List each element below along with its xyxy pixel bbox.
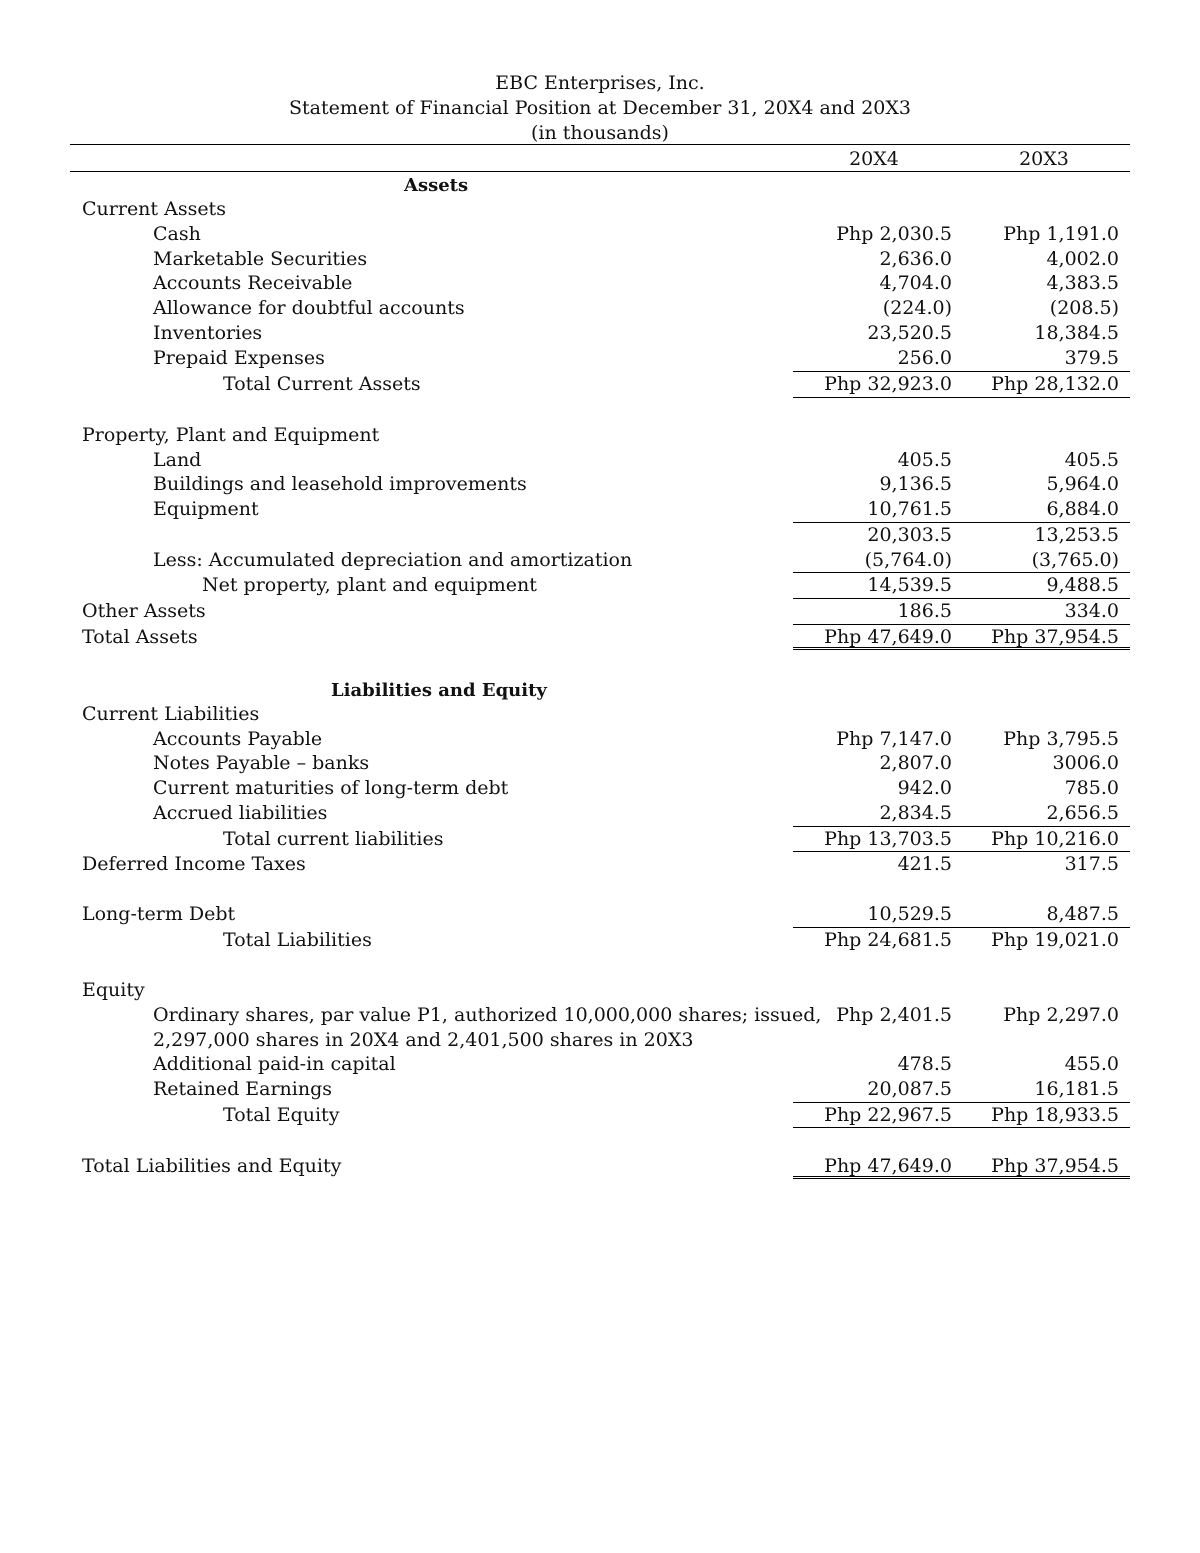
- value-20x4: 2,636.0: [879, 248, 952, 270]
- row-label: Marketable Securities: [153, 248, 368, 270]
- double-underline: [959, 647, 1130, 650]
- value-20x3: 16,181.5: [1034, 1078, 1119, 1100]
- row-label: Net property, plant and equipment: [202, 574, 537, 596]
- value-20x4: 256.0: [897, 347, 952, 369]
- row-label: Total Current Assets: [223, 373, 421, 395]
- row-label: Land: [153, 449, 202, 471]
- value-20x4: Php 2,401.5: [836, 1004, 952, 1026]
- value-20x3: 5,964.0: [1046, 473, 1119, 495]
- table-row: [0, 1052, 1200, 1077]
- statement-title: Statement of Financial Position at December 31, 20X4 and 20X3: [288, 97, 912, 119]
- equity-heading: Equity: [82, 979, 145, 1001]
- value-20x3: 4,383.5: [1046, 272, 1119, 294]
- double-underline: [959, 1176, 1130, 1179]
- value-20x4: 10,761.5: [867, 498, 952, 520]
- row-label: Accrued liabilities: [153, 802, 328, 824]
- value-20x4: Php 22,967.5: [824, 1104, 952, 1126]
- value-20x3: 9,488.5: [1046, 574, 1119, 596]
- subtotal-row: [0, 523, 1200, 548]
- row-label: Cash: [153, 223, 201, 245]
- value-20x3: 405.5: [1064, 449, 1119, 471]
- total-row: [0, 827, 1200, 852]
- table-row: [0, 1003, 1200, 1028]
- underline: [793, 397, 959, 398]
- row-label: Total Liabilities: [223, 929, 372, 951]
- row-label: 2,297,000 shares in 20X4 and 2,401,500 shares in 20X3: [153, 1029, 694, 1051]
- table-row: [0, 222, 1200, 247]
- value-20x4: 23,520.5: [867, 322, 952, 344]
- value-20x3: 334.0: [1064, 600, 1119, 622]
- table-row: [0, 472, 1200, 497]
- value-20x4: Php 47,649.0: [824, 626, 952, 648]
- assets-heading-row: [0, 173, 1200, 198]
- equity-heading-row: [0, 978, 1200, 1003]
- value-20x3: 2,656.5: [1046, 802, 1119, 824]
- table-row: [0, 751, 1200, 776]
- value-20x3: 8,487.5: [1046, 903, 1119, 925]
- total-row: [0, 928, 1200, 953]
- table-row: [0, 346, 1200, 371]
- current-assets-heading-row: [0, 197, 1200, 222]
- row-label: Less: Accumulated depreciation and amortization: [153, 549, 633, 571]
- value-20x4: (224.0): [882, 297, 952, 319]
- row-label: Prepaid Expenses: [153, 347, 325, 369]
- row-label: Accounts Payable: [153, 728, 323, 750]
- value-20x3: 6,884.0: [1046, 498, 1119, 520]
- underline: [793, 1127, 959, 1128]
- table-row: [0, 271, 1200, 296]
- column-header-row: [0, 147, 1200, 172]
- value-20x3: Php 18,933.5: [991, 1104, 1119, 1126]
- row-label: Total Equity: [223, 1104, 340, 1126]
- value-20x3: (3,765.0): [1031, 549, 1119, 571]
- value-20x4: 20,303.5: [867, 524, 952, 546]
- underline: [959, 1127, 1130, 1128]
- header-rule-bottom: [70, 171, 1130, 172]
- value-20x3: 455.0: [1064, 1053, 1119, 1075]
- value-20x3: Php 37,954.5: [991, 626, 1119, 648]
- value-20x3: 3006.0: [1052, 752, 1119, 774]
- row-label: Inventories: [153, 322, 263, 344]
- double-underline: [793, 647, 959, 650]
- ppe-heading-row: [0, 423, 1200, 448]
- value-20x3: Php 1,191.0: [1003, 223, 1119, 245]
- value-20x4: 2,807.0: [879, 752, 952, 774]
- value-20x4: (5,764.0): [864, 549, 952, 571]
- total-row: [0, 1103, 1200, 1128]
- row-label: Current maturities of long-term debt: [153, 777, 509, 799]
- value-20x3: Php 10,216.0: [991, 828, 1119, 850]
- value-20x4: 2,834.5: [879, 802, 952, 824]
- value-20x3: 379.5: [1064, 347, 1119, 369]
- table-row: [0, 599, 1200, 624]
- liabilities-heading-row: [0, 678, 1200, 703]
- value-20x4: 14,539.5: [867, 574, 952, 596]
- value-20x4: Php 32,923.0: [824, 373, 952, 395]
- row-label: Notes Payable – banks: [153, 752, 370, 774]
- value-20x4: 421.5: [897, 853, 952, 875]
- current-liabilities-heading-row: [0, 702, 1200, 727]
- row-label: Other Assets: [82, 600, 206, 622]
- value-20x3: 317.5: [1064, 853, 1119, 875]
- value-20x4: 20,087.5: [867, 1078, 952, 1100]
- value-20x3: Php 37,954.5: [991, 1155, 1119, 1177]
- assets-heading: Assets: [404, 175, 469, 196]
- table-row: [0, 497, 1200, 522]
- row-label: Long-term Debt: [82, 903, 236, 925]
- row-label: Ordinary shares, par value P1, authorized 10,000,000 shares; issued,: [153, 1004, 822, 1026]
- value-20x3: 4,002.0: [1046, 248, 1119, 270]
- row-label: Buildings and leasehold improvements: [153, 473, 527, 495]
- ppe-heading: Property, Plant and Equipment: [82, 424, 380, 446]
- row-label: Additional paid-in capital: [153, 1053, 396, 1075]
- value-20x4: Php 2,030.5: [836, 223, 952, 245]
- table-row: [0, 247, 1200, 272]
- value-20x3: (208.5): [1049, 297, 1119, 319]
- value-20x3: Php 19,021.0: [991, 929, 1119, 951]
- row-label: Deferred Income Taxes: [82, 853, 306, 875]
- value-20x3: 785.0: [1064, 777, 1119, 799]
- row-label: Retained Earnings: [153, 1078, 333, 1100]
- company-name: EBC Enterprises, Inc.: [495, 72, 705, 94]
- row-label: Accounts Receivable: [153, 272, 353, 294]
- value-20x4: 942.0: [897, 777, 952, 799]
- value-20x4: 9,136.5: [879, 473, 952, 495]
- table-row: [0, 1077, 1200, 1102]
- table-row: [0, 801, 1200, 826]
- value-20x4: Php 13,703.5: [824, 828, 952, 850]
- table-row: [0, 852, 1200, 877]
- value-20x4: 186.5: [897, 600, 952, 622]
- value-20x4: 478.5: [897, 1053, 952, 1075]
- value-20x4: 405.5: [897, 449, 952, 471]
- row-label: Allowance for doubtful accounts: [153, 297, 465, 319]
- value-20x4: Php 47,649.0: [824, 1155, 952, 1177]
- value-20x3: 13,253.5: [1034, 524, 1119, 546]
- table-row-continuation: [0, 1028, 1200, 1053]
- row-label: Equipment: [153, 498, 259, 520]
- table-row: [0, 321, 1200, 346]
- table-row: [0, 902, 1200, 927]
- table-row: [0, 776, 1200, 801]
- column-20x4: 20X4: [849, 148, 899, 170]
- value-20x3: Php 2,297.0: [1003, 1004, 1119, 1026]
- value-20x3: 18,384.5: [1034, 322, 1119, 344]
- units-note: (in thousands): [531, 122, 669, 144]
- value-20x4: 10,529.5: [867, 903, 952, 925]
- double-underline: [793, 1176, 959, 1179]
- value-20x4: Php 7,147.0: [836, 728, 952, 750]
- row-label: Total Assets: [82, 626, 198, 648]
- liabilities-heading: Liabilities and Equity: [331, 680, 547, 701]
- value-20x3: Php 28,132.0: [991, 373, 1119, 395]
- value-20x4: 4,704.0: [879, 272, 952, 294]
- row-label: Total Liabilities and Equity: [82, 1155, 342, 1177]
- current-liabilities-heading: Current Liabilities: [82, 703, 260, 725]
- column-20x3: 20X3: [1019, 148, 1069, 170]
- total-row: [0, 573, 1200, 598]
- table-row: [0, 296, 1200, 321]
- value-20x3: Php 3,795.5: [1003, 728, 1119, 750]
- underline: [959, 397, 1130, 398]
- row-label: Total current liabilities: [223, 828, 444, 850]
- current-assets-heading: Current Assets: [82, 198, 226, 220]
- value-20x4: Php 24,681.5: [824, 929, 952, 951]
- table-row: [0, 548, 1200, 573]
- header-rule-top: [70, 144, 1130, 145]
- table-row: [0, 727, 1200, 752]
- table-row: [0, 448, 1200, 473]
- total-row: [0, 372, 1200, 397]
